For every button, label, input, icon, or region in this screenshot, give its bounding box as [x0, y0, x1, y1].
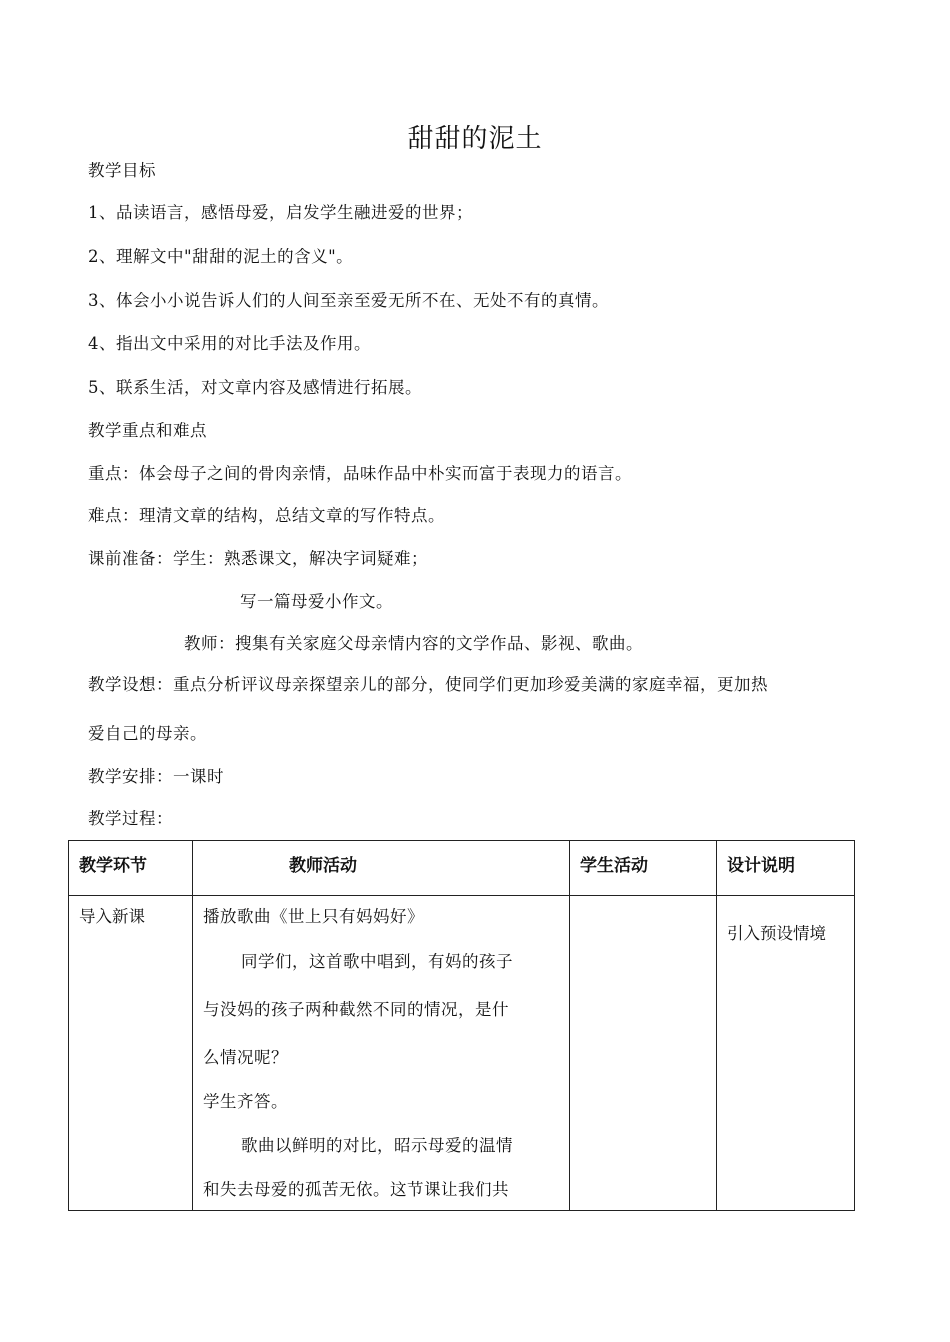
schedule: 教学安排：一课时	[88, 767, 224, 786]
teacher-line: 同学们，这首歌中唱到，有妈的孩子	[241, 952, 513, 971]
key-points-heading: 教学重点和难点	[88, 421, 207, 440]
objective-item: 2、理解文中"甜甜的泥土的含义"。	[88, 247, 354, 266]
teacher-line: 歌曲以鲜明的对比，昭示母爱的温情	[241, 1136, 513, 1155]
header-stage: 教学环节	[69, 841, 193, 896]
teacher-line: 么情况呢？	[203, 1048, 288, 1067]
prep-students: 课前准备：学生：熟悉课文，解决字词疑难；	[88, 549, 428, 568]
difficult-point: 难点：理清文章的结构，总结文章的写作特点。	[88, 506, 445, 525]
prep-teacher: 教师：搜集有关家庭父母亲情内容的文学作品、影视、歌曲。	[184, 634, 643, 653]
teaching-process-table	[68, 840, 855, 1211]
teacher-line: 和失去母爱的孤苦无依。这节课让我们共	[203, 1180, 509, 1199]
objective-item: 5、联系生活，对文章内容及感情进行拓展。	[88, 378, 422, 397]
page-title: 甜甜的泥土	[407, 124, 543, 154]
design-notes-cell: 引入预设情境	[717, 896, 855, 1211]
teaching-idea: 教学设想：重点分析评议母亲探望亲儿的部分，使同学们更加珍爱美满的家庭幸福，更加热	[88, 675, 768, 694]
objective-item: 4、指出文中采用的对比手法及作用。	[88, 334, 371, 353]
table-header-row	[69, 841, 855, 896]
teacher-line: 与没妈的孩子两种截然不同的情况，是什	[203, 1000, 509, 1019]
objective-item: 1、品读语言，感悟母爱，启发学生融进爱的世界；	[88, 203, 473, 222]
teacher-line: 学生齐答。	[203, 1092, 288, 1111]
teacher-line: 播放歌曲《世上只有妈妈好》	[203, 907, 424, 926]
objectives-heading: 教学目标	[88, 161, 156, 180]
student-activity-cell	[570, 896, 717, 1211]
table-row	[69, 896, 855, 1211]
header-teacher-activity: 教师活动	[193, 841, 570, 896]
header-design-notes: 设计说明	[717, 841, 855, 896]
key-point: 重点：体会母子之间的骨肉亲情，品味作品中朴实而富于表现力的语言。	[88, 464, 632, 483]
process-heading: 教学过程：	[88, 809, 173, 828]
teacher-activity-cell	[193, 896, 570, 1211]
objective-item: 3、体会小小说告诉人们的人间至亲至爱无所不在、无处不有的真情。	[88, 291, 609, 310]
prep-students-task: 写一篇母爱小作文。	[240, 592, 393, 611]
header-student-activity: 学生活动	[570, 841, 717, 896]
teaching-idea-cont: 爱自己的母亲。	[88, 724, 207, 743]
stage-cell: 导入新课	[69, 896, 193, 1211]
